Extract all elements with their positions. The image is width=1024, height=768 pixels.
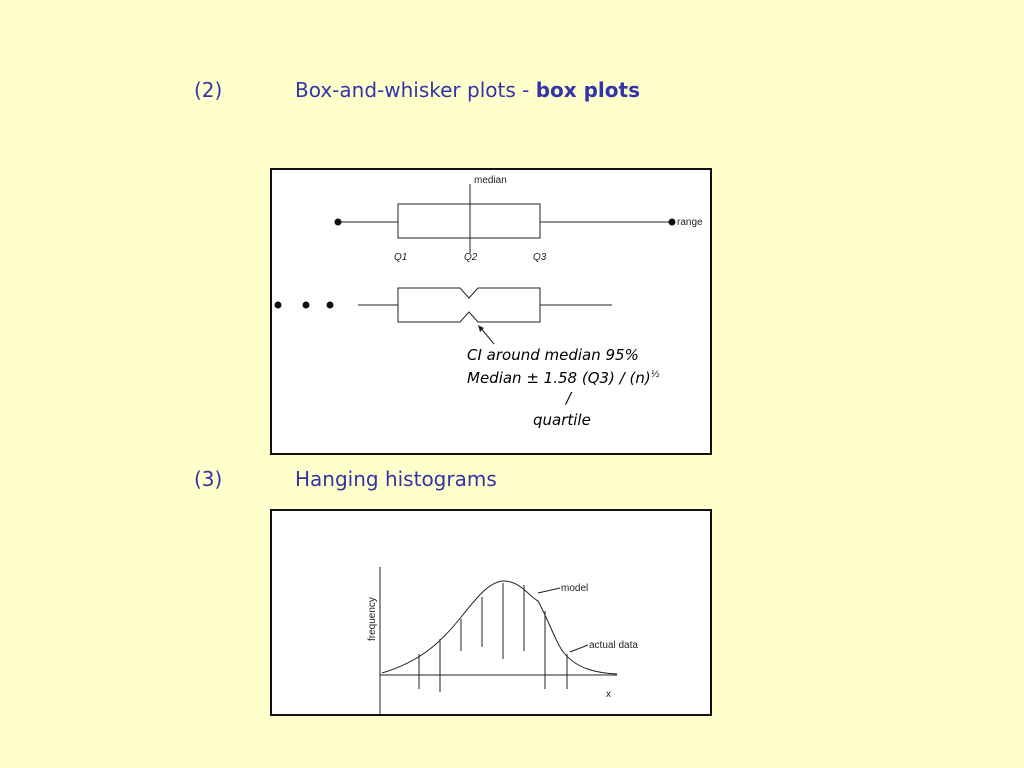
quartile-label: quartile bbox=[533, 411, 591, 429]
median-label: median bbox=[474, 175, 507, 186]
section-2-number: (2) bbox=[194, 78, 223, 102]
ci-half-symbol: ½ bbox=[650, 370, 660, 380]
x-axis-label: x bbox=[606, 689, 611, 700]
q2-label: Q2 bbox=[464, 252, 478, 263]
section-2-title-prefix: Box-and-whisker plots - bbox=[295, 78, 536, 102]
section-3-number: (3) bbox=[194, 467, 223, 491]
outlier-point-2 bbox=[303, 302, 310, 309]
ci-pm-symbol: ± bbox=[526, 369, 539, 387]
notched-box bbox=[398, 288, 540, 322]
range-max-point bbox=[669, 219, 676, 226]
range-label: range bbox=[677, 217, 703, 228]
section-3-title: Hanging histograms bbox=[295, 467, 497, 491]
outlier-point-1 bbox=[275, 302, 282, 309]
q1-label: Q1 bbox=[394, 252, 408, 263]
section-2-title bbox=[295, 78, 640, 102]
model-curve bbox=[382, 581, 617, 674]
histogram-diagram bbox=[272, 511, 714, 718]
ci-line-2-post: 1.58 (Q3) / (n) bbox=[538, 369, 651, 387]
ci-line-2 bbox=[467, 369, 660, 387]
actual-data-pointer bbox=[570, 645, 588, 652]
boxplot-diagram bbox=[272, 170, 714, 457]
top-box bbox=[398, 204, 540, 238]
y-axis-label: frequency bbox=[367, 597, 378, 641]
model-label: model bbox=[561, 583, 589, 594]
section-2-title-bold: box plots bbox=[535, 78, 640, 102]
range-min-point bbox=[335, 219, 342, 226]
actual-data-label: actual data bbox=[589, 640, 638, 651]
q3-label: Q3 bbox=[533, 252, 547, 263]
outlier-point-3 bbox=[327, 302, 334, 309]
boxplot-figure bbox=[270, 168, 712, 455]
quartile-slash: / bbox=[566, 389, 572, 407]
ci-line-2-pre: Median bbox=[467, 369, 527, 387]
histogram-figure bbox=[270, 509, 712, 716]
model-pointer bbox=[538, 588, 560, 593]
ci-line-1: CI around median 95% bbox=[467, 346, 639, 364]
